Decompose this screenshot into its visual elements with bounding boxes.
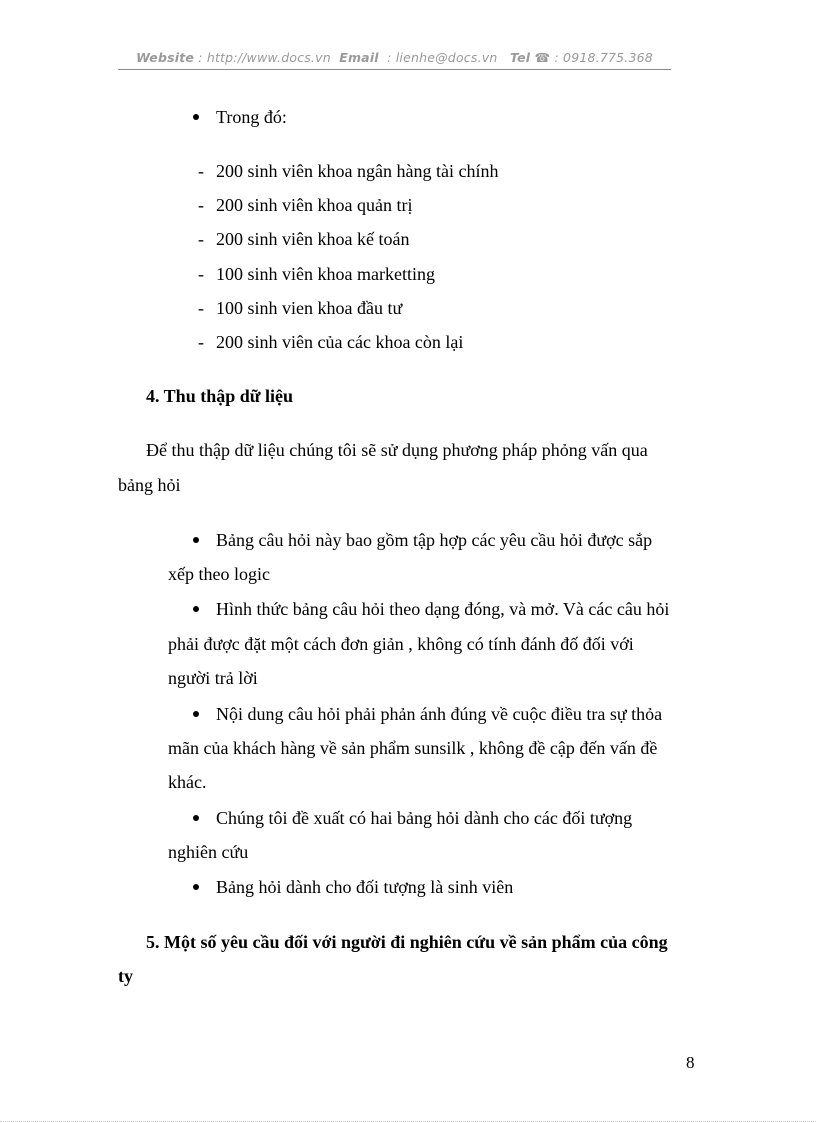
bullet-2-line-2: phải được đặt một cách đơn giản , không có tính đánh đố đối với [168,634,634,654]
dash-item: 200 sinh viên khoa kế toán [216,229,410,249]
website-label: Website [136,50,195,65]
bullet-icon [193,884,199,890]
dash-marker: - [198,264,204,284]
section-5-heading-line-2: ty [118,966,133,986]
dash-marker: - [198,195,204,215]
dash-marker: - [198,332,204,352]
email-value: : lienhe@docs.vn [387,50,498,65]
page-header [118,50,671,65]
intro-bullet-text: Trong đó: [216,107,287,127]
dash-item: 100 sinh vien khoa đầu tư [216,298,403,318]
section-4-heading: 4. Thu thập dữ liệu [146,386,294,406]
phone-icon: ☎ [534,50,551,65]
email-label: Email [339,50,379,65]
dash-item: 100 sinh viên khoa marketting [216,264,435,284]
bullet-1-line-1: Bảng câu hỏi này bao gồm tập hợp các yêu cầu hỏi được sắp [216,530,653,550]
bullet-icon [193,606,199,612]
dash-item: 200 sinh viên khoa ngân hàng tài chính [216,161,499,181]
bullet-2-line-1: Hình thức bảng câu hỏi theo dạng đóng, và mở. Và các câu hỏi [216,599,670,619]
bullet-icon [193,114,199,120]
bullet-3-line-3: khác. [168,772,207,792]
bullet-4-line-1: Chúng tôi đề xuất có hai bảng hỏi dành cho các đối tượng [216,808,633,828]
bullet-4-line-2: nghiên cứu [168,842,249,862]
bullet-3-line-2: mãn của khách hàng về sản phẩm sunsilk , không đề cập đến vấn đề [168,738,658,758]
page-bottom-divider [0,1121,816,1122]
tel-label: Tel [510,50,531,65]
dash-item: 200 sinh viên của các khoa còn lại [216,332,464,352]
section-5-heading-line-1: 5. Một số yêu cầu đối với người đi nghiên cứu về sản phẩm của công [146,932,668,952]
section-4-paragraph-line-1: Để thu thập dữ liệu chúng tôi sẽ sử dụng phương pháp phỏng vấn qua [146,440,648,460]
bullet-icon [193,815,199,821]
bullet-5-line-1: Bảng hỏi dành cho đối tượng là sinh viên [216,877,514,897]
tel-value: : 0918.775.368 [554,50,653,65]
website-value: : http://www.docs.vn [198,50,331,65]
header-divider [118,69,671,70]
dash-marker: - [198,298,204,318]
bullet-icon [193,537,199,543]
page-number: 8 [686,1053,695,1072]
bullet-3-line-1: Nội dung câu hỏi phải phản ánh đúng về cuộc điều tra sự thỏa [216,704,663,724]
bullet-2-line-3: người trả lời [168,668,258,688]
bullet-icon [193,711,199,717]
dash-marker: - [198,229,204,249]
bullet-1-line-2: xếp theo logic [168,564,270,584]
dash-item: 200 sinh viên khoa quản trị [216,195,413,215]
dash-marker: - [198,161,204,181]
section-4-paragraph-line-2: bảng hỏi [118,475,181,495]
